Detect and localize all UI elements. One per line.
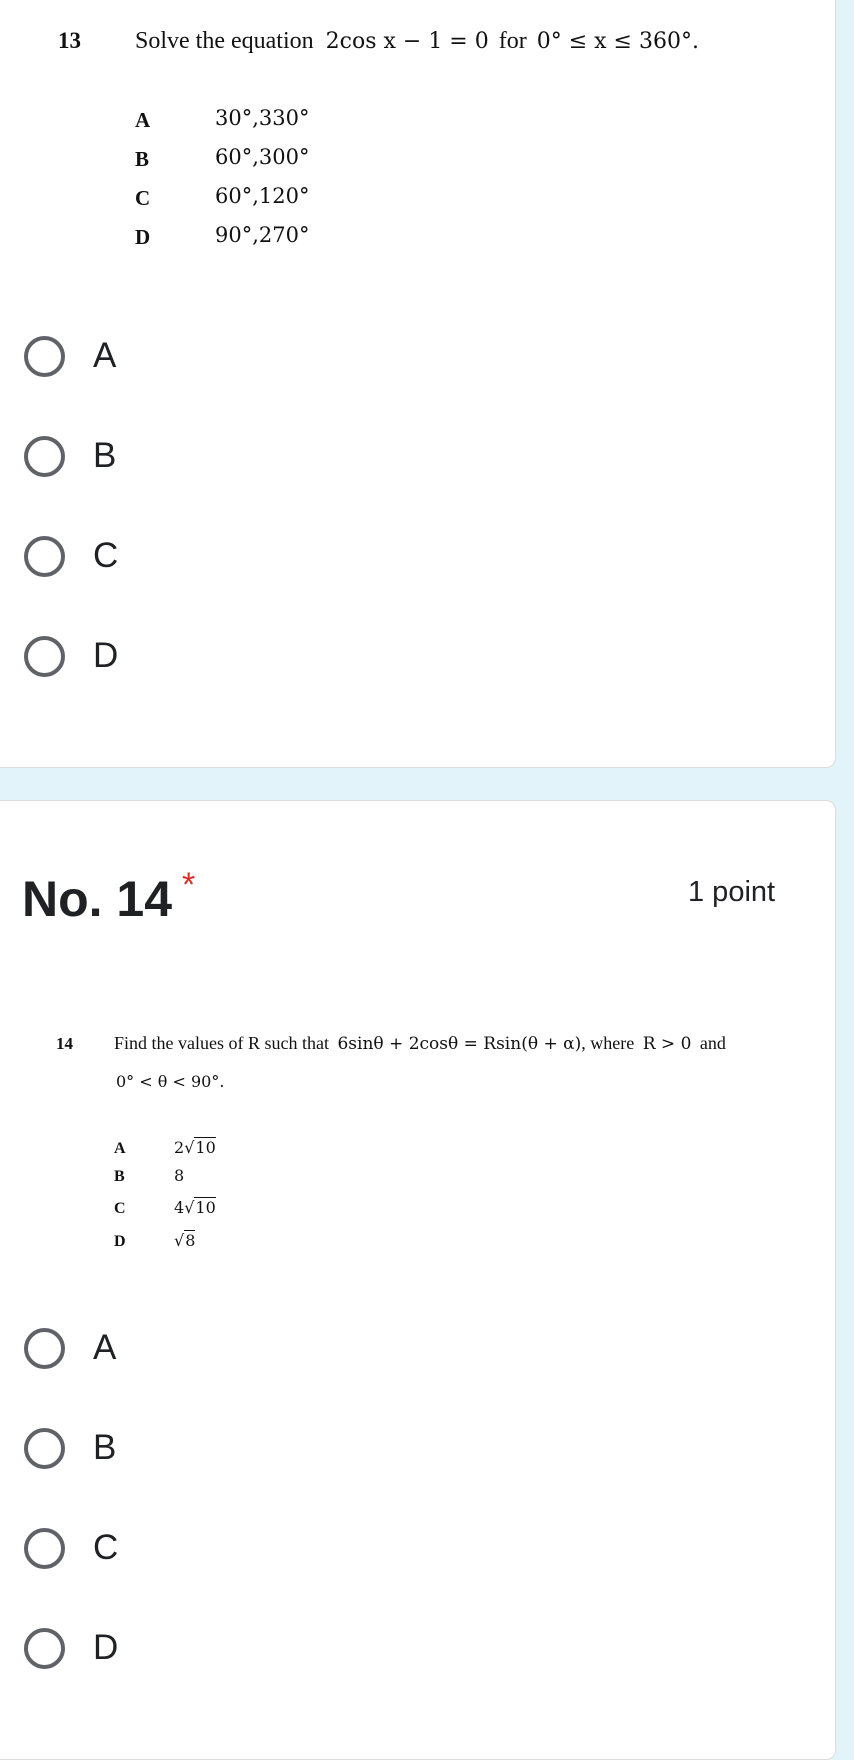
- radio-label: C: [93, 1528, 119, 1567]
- radio-label: B: [93, 436, 117, 475]
- points-label: 1 point: [688, 876, 776, 908]
- radio-circle-icon[interactable]: [24, 536, 65, 577]
- radio-option-c[interactable]: [24, 1518, 118, 1578]
- radio-circle-icon[interactable]: [24, 436, 65, 477]
- required-asterisk: *: [182, 866, 196, 904]
- option-letter-b: B: [114, 1168, 125, 1185]
- option-value-d: 90°,270°: [215, 223, 310, 247]
- option-letter-d: D: [135, 225, 151, 249]
- range: 0° < θ < 90°.: [116, 1072, 225, 1091]
- radio-circle-icon[interactable]: [24, 636, 65, 677]
- equation: 6sinθ + 2cosθ = Rsin(θ + α): [337, 1034, 582, 1054]
- option-letter-c: C: [135, 186, 151, 210]
- question-text: Solve the equation 2cos x − 1 = 0 for 0° ≤ x ≤ 360°.: [135, 28, 699, 54]
- radio-circle-icon[interactable]: [24, 1328, 65, 1369]
- option-value-b: 8: [174, 1166, 185, 1185]
- condition: R > 0: [642, 1034, 692, 1054]
- radio-circle-icon[interactable]: [24, 1628, 65, 1669]
- radio-label: C: [93, 536, 119, 575]
- option-letter-d: D: [114, 1233, 126, 1250]
- option-value-a: 2√10: [174, 1138, 216, 1157]
- radio-circle-icon[interactable]: [24, 1528, 65, 1569]
- option-value-b: 60°,300°: [215, 145, 310, 169]
- radio-label: B: [93, 1428, 117, 1467]
- radio-option-b[interactable]: [24, 426, 116, 486]
- radio-label: D: [93, 636, 119, 675]
- question-14-image: [0, 1020, 854, 1280]
- question-text: Find the values of R such that 6sinθ + 2cosθ = Rsin(θ + α), where R > 0 and: [114, 1033, 726, 1054]
- radio-label: A: [93, 1328, 117, 1367]
- radio-circle-icon[interactable]: [24, 1428, 65, 1469]
- radio-option-c[interactable]: [24, 526, 118, 586]
- radio-option-d[interactable]: [24, 1618, 118, 1678]
- radio-option-a[interactable]: [24, 326, 116, 386]
- equation: 2cos x − 1 = 0: [325, 29, 489, 54]
- question-13-image: [0, 0, 854, 260]
- question-title: No. 14: [22, 871, 173, 927]
- option-letter-a: A: [114, 1140, 126, 1157]
- question-card-14: [0, 800, 836, 1760]
- option-letter-c: C: [114, 1200, 126, 1217]
- radio-label: A: [93, 336, 117, 375]
- radio-option-b[interactable]: [24, 1418, 116, 1478]
- option-letter-a: A: [135, 108, 151, 132]
- option-value-d: √8: [174, 1231, 196, 1250]
- option-value-a: 30°,330°: [215, 106, 310, 130]
- radio-circle-icon[interactable]: [24, 336, 65, 377]
- option-letter-b: B: [135, 147, 150, 171]
- range: 0° ≤ x ≤ 360°.: [536, 29, 699, 54]
- radio-option-d[interactable]: [24, 626, 118, 686]
- question-number: 14: [56, 1034, 73, 1053]
- radio-option-a[interactable]: [24, 1318, 116, 1378]
- question-number: 13: [58, 28, 81, 53]
- option-value-c: 60°,120°: [215, 184, 310, 208]
- radio-label: D: [93, 1628, 119, 1667]
- option-value-c: 4√10: [174, 1198, 216, 1217]
